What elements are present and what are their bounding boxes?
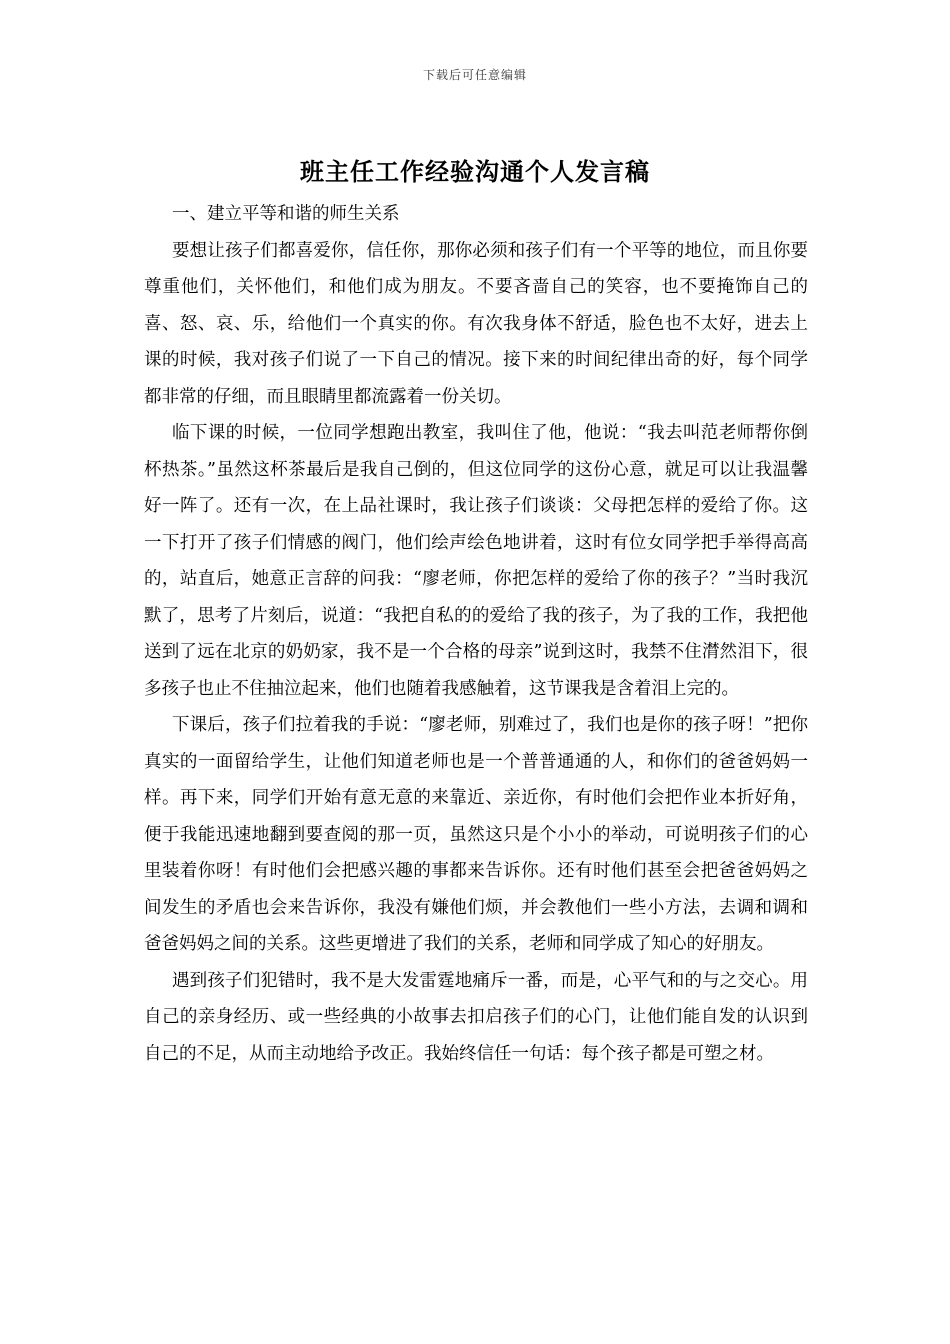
paragraph-3: 下课后，孩子们拉着我的手说：“廖老师，别难过了，我们也是你的孩子呀！”把你真实的一面留给学生，让他们知道老师也是一个普普通通的人，和你们的爸爸妈妈一样。再下来，同学们开始有意无意的来靠近、亲近你，有时他们会把作业本折好角，便于我能迅速地翻到要查阅的那一页，虽然这只是个小小的举动，可说明孩子们的心里装着你呀！有时他们会把感兴趣的事都来告诉你。还有时他们甚至会把爸爸妈妈之间发生的矛盾也会来告诉你，我没有嫌他们烦，并会教他们一些小方法，去调和调和爸爸妈妈之间的关系。这些更增进了我们的关系，老师和同学成了知心的好朋友。 bbox=[144, 715, 808, 954]
section-heading: 一、建立平等和谐的师生关系 bbox=[172, 204, 400, 224]
document-title: 班主任工作经验沟通个人发言稿 bbox=[300, 157, 650, 186]
paragraph-4: 遇到孩子们犯错时，我不是大发雷霆地痛斥一番，而是，心平气和的与之交心。用自己的亲身经历、或一些经典的小故事去扣启孩子们的心门，让他们能自发的认识到自己的不足，从而主动地给予改正。我始终信任一句话：每个孩子都是可塑之材。 bbox=[144, 970, 808, 1064]
document-body bbox=[144, 196, 808, 1072]
paragraph-2: 临下课的时候，一位同学想跑出教室，我叫住了他，他说：“我去叫范老师帮你倒杯热茶。”虽然这杯茶最后是我自己倒的，但这位同学的这份心意，就足可以让我温馨好一阵了。还有一次，在上品社课时，我让孩子们谈谈：父母把怎样的爱给了你。这一下打开了孩子们情感的阀门，他们绘声绘色地讲着，这时有位女同学把手举得高高的，站直后，她意正言辞的问我：“廖老师，你把怎样的爱给了你的孩子？”当时我沉默了，思考了片刻后，说道：“我把自私的的爱给了我的孩子，为了我的工作，我把他送到了远在北京的奶奶家，我不是一个合格的母亲”说到这时，我禁不住潸然泪下，很多孩子也止不住抽泣起来，他们也随着我感触着，这节课我是含着泪上完的。 bbox=[144, 423, 808, 699]
page-header-note: 下载后可任意编辑 bbox=[422, 68, 527, 82]
paragraph-1: 要想让孩子们都喜爱你，信任你，那你必须和孩子们有一个平等的地位，而且你要尊重他们，关怀他们，和他们成为朋友。不要吝啬自己的笑容，也不要掩饰自己的喜、怒、哀、乐，给他们一个真实的你。有次我身体不舒适，脸色也不太好，进去上课的时候，我对孩子们说了一下自己的情况。接下来的时间纪律出奇的好，每个同学都非常的仔细，而且眼睛里都流露着一份关切。 bbox=[144, 240, 808, 407]
